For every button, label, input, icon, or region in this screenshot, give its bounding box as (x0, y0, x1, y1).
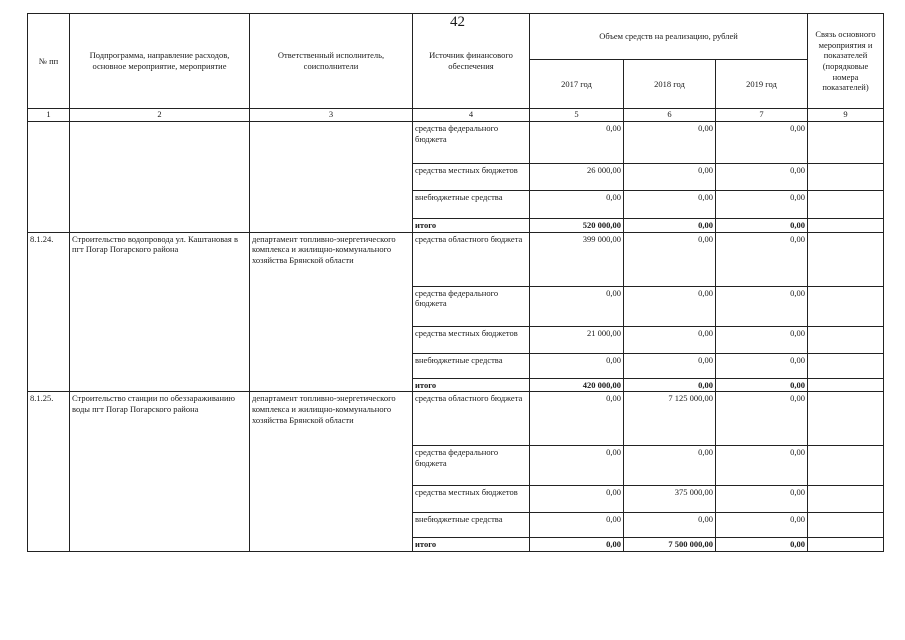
header-year-2017: 2017 год (530, 60, 624, 109)
executor-cell: департамент топливно-энергетического комплекса и жилищно-коммунального хозяйства Брянской области (250, 232, 413, 392)
source-cell: средства областного бюджета (413, 232, 530, 286)
value-cell: 0,00 (716, 164, 808, 191)
value-cell: 0,00 (624, 191, 716, 219)
link-cell (808, 486, 884, 513)
header-volume: Объем средств на реализацию, рублей (530, 14, 808, 60)
value-cell: 399 000,00 (530, 232, 624, 286)
table-row (28, 232, 884, 286)
value-cell: 7 125 000,00 (624, 392, 716, 446)
value-cell: 0,00 (624, 164, 716, 191)
index-cell: 5 (530, 109, 624, 122)
header-year-2018: 2018 год (624, 60, 716, 109)
link-cell (808, 122, 884, 164)
source-cell: средства местных бюджетов (413, 164, 530, 191)
source-cell: средства областного бюджета (413, 392, 530, 446)
link-cell (808, 219, 884, 233)
link-cell (808, 353, 884, 378)
value-cell: 0,00 (530, 513, 624, 538)
header-num: № пп (28, 14, 70, 109)
link-cell (808, 286, 884, 326)
value-cell: 0,00 (624, 286, 716, 326)
index-cell: 6 (624, 109, 716, 122)
source-cell: средства федерального бюджета (413, 122, 530, 164)
value-cell: 0,00 (716, 191, 808, 219)
page-number: 42 (450, 14, 465, 30)
index-cell: 7 (716, 109, 808, 122)
source-cell: итого (413, 219, 530, 233)
executor-cell: департамент топливно-энергетического комплекса и жилищно-коммунального хозяйства Брянской области (250, 392, 413, 552)
value-cell: 0,00 (530, 392, 624, 446)
num-cell (28, 122, 70, 233)
header-link: Связь основного мероприятия и показателей (порядковые номера показателей) (808, 14, 884, 109)
value-cell: 0,00 (716, 513, 808, 538)
link-cell (808, 232, 884, 286)
table-row (28, 392, 884, 446)
total-cell: 0,00 (716, 538, 808, 552)
value-cell: 0,00 (530, 191, 624, 219)
index-cell: 4 (413, 109, 530, 122)
value-cell: 0,00 (530, 286, 624, 326)
value-cell: 0,00 (624, 326, 716, 353)
link-cell (808, 513, 884, 538)
header-executor: Ответственный исполнитель, соисполнители (250, 14, 413, 109)
table-row (28, 122, 884, 164)
index-cell: 1 (28, 109, 70, 122)
index-cell: 3 (250, 109, 413, 122)
link-cell (808, 538, 884, 552)
link-cell (808, 446, 884, 486)
source-cell: средства федерального бюджета (413, 286, 530, 326)
source-cell: внебюджетные средства (413, 353, 530, 378)
value-cell: 0,00 (716, 122, 808, 164)
value-cell: 0,00 (624, 513, 716, 538)
num-cell: 8.1.25. (28, 392, 70, 552)
value-cell: 0,00 (716, 326, 808, 353)
value-cell: 26 000,00 (530, 164, 624, 191)
total-cell: 420 000,00 (530, 378, 624, 392)
value-cell: 0,00 (530, 486, 624, 513)
index-cell: 2 (70, 109, 250, 122)
link-cell (808, 326, 884, 353)
value-cell: 0,00 (716, 446, 808, 486)
value-cell: 0,00 (624, 232, 716, 286)
source-cell: средства федерального бюджета (413, 446, 530, 486)
link-cell (808, 378, 884, 392)
executor-cell (250, 122, 413, 233)
value-cell: 0,00 (716, 392, 808, 446)
value-cell: 375 000,00 (624, 486, 716, 513)
value-cell: 0,00 (716, 286, 808, 326)
value-cell: 21 000,00 (530, 326, 624, 353)
source-cell: внебюджетные средства (413, 191, 530, 219)
total-cell: 520 000,00 (530, 219, 624, 233)
source-cell: итого (413, 538, 530, 552)
total-cell: 0,00 (716, 378, 808, 392)
total-cell: 7 500 000,00 (624, 538, 716, 552)
source-cell: средства местных бюджетов (413, 486, 530, 513)
value-cell: 0,00 (716, 486, 808, 513)
source-cell: внебюджетные средства (413, 513, 530, 538)
program-cell: Строительство водопровода ул. Каштановая в пгт Погар Погарского района (70, 232, 250, 392)
link-cell (808, 191, 884, 219)
link-cell (808, 392, 884, 446)
value-cell: 0,00 (624, 353, 716, 378)
source-cell: итого (413, 378, 530, 392)
header-year-2019: 2019 год (716, 60, 808, 109)
value-cell: 0,00 (530, 446, 624, 486)
program-cell (70, 122, 250, 233)
header-program: Подпрограмма, направление расходов, основное мероприятие, мероприятие (70, 14, 250, 109)
value-cell: 0,00 (530, 353, 624, 378)
value-cell: 0,00 (624, 122, 716, 164)
budget-table (27, 13, 884, 552)
link-cell (808, 164, 884, 191)
value-cell: 0,00 (716, 232, 808, 286)
source-cell: средства местных бюджетов (413, 326, 530, 353)
index-cell: 9 (808, 109, 884, 122)
value-cell: 0,00 (624, 446, 716, 486)
header-source: Источник финансового обеспечения (413, 14, 530, 109)
value-cell: 0,00 (530, 122, 624, 164)
num-cell: 8.1.24. (28, 232, 70, 392)
total-cell: 0,00 (530, 538, 624, 552)
total-cell: 0,00 (624, 378, 716, 392)
program-cell: Строительство станции по обеззараживанию воды пгт Погар Погарского района (70, 392, 250, 552)
value-cell: 0,00 (716, 353, 808, 378)
total-cell: 0,00 (624, 219, 716, 233)
total-cell: 0,00 (716, 219, 808, 233)
